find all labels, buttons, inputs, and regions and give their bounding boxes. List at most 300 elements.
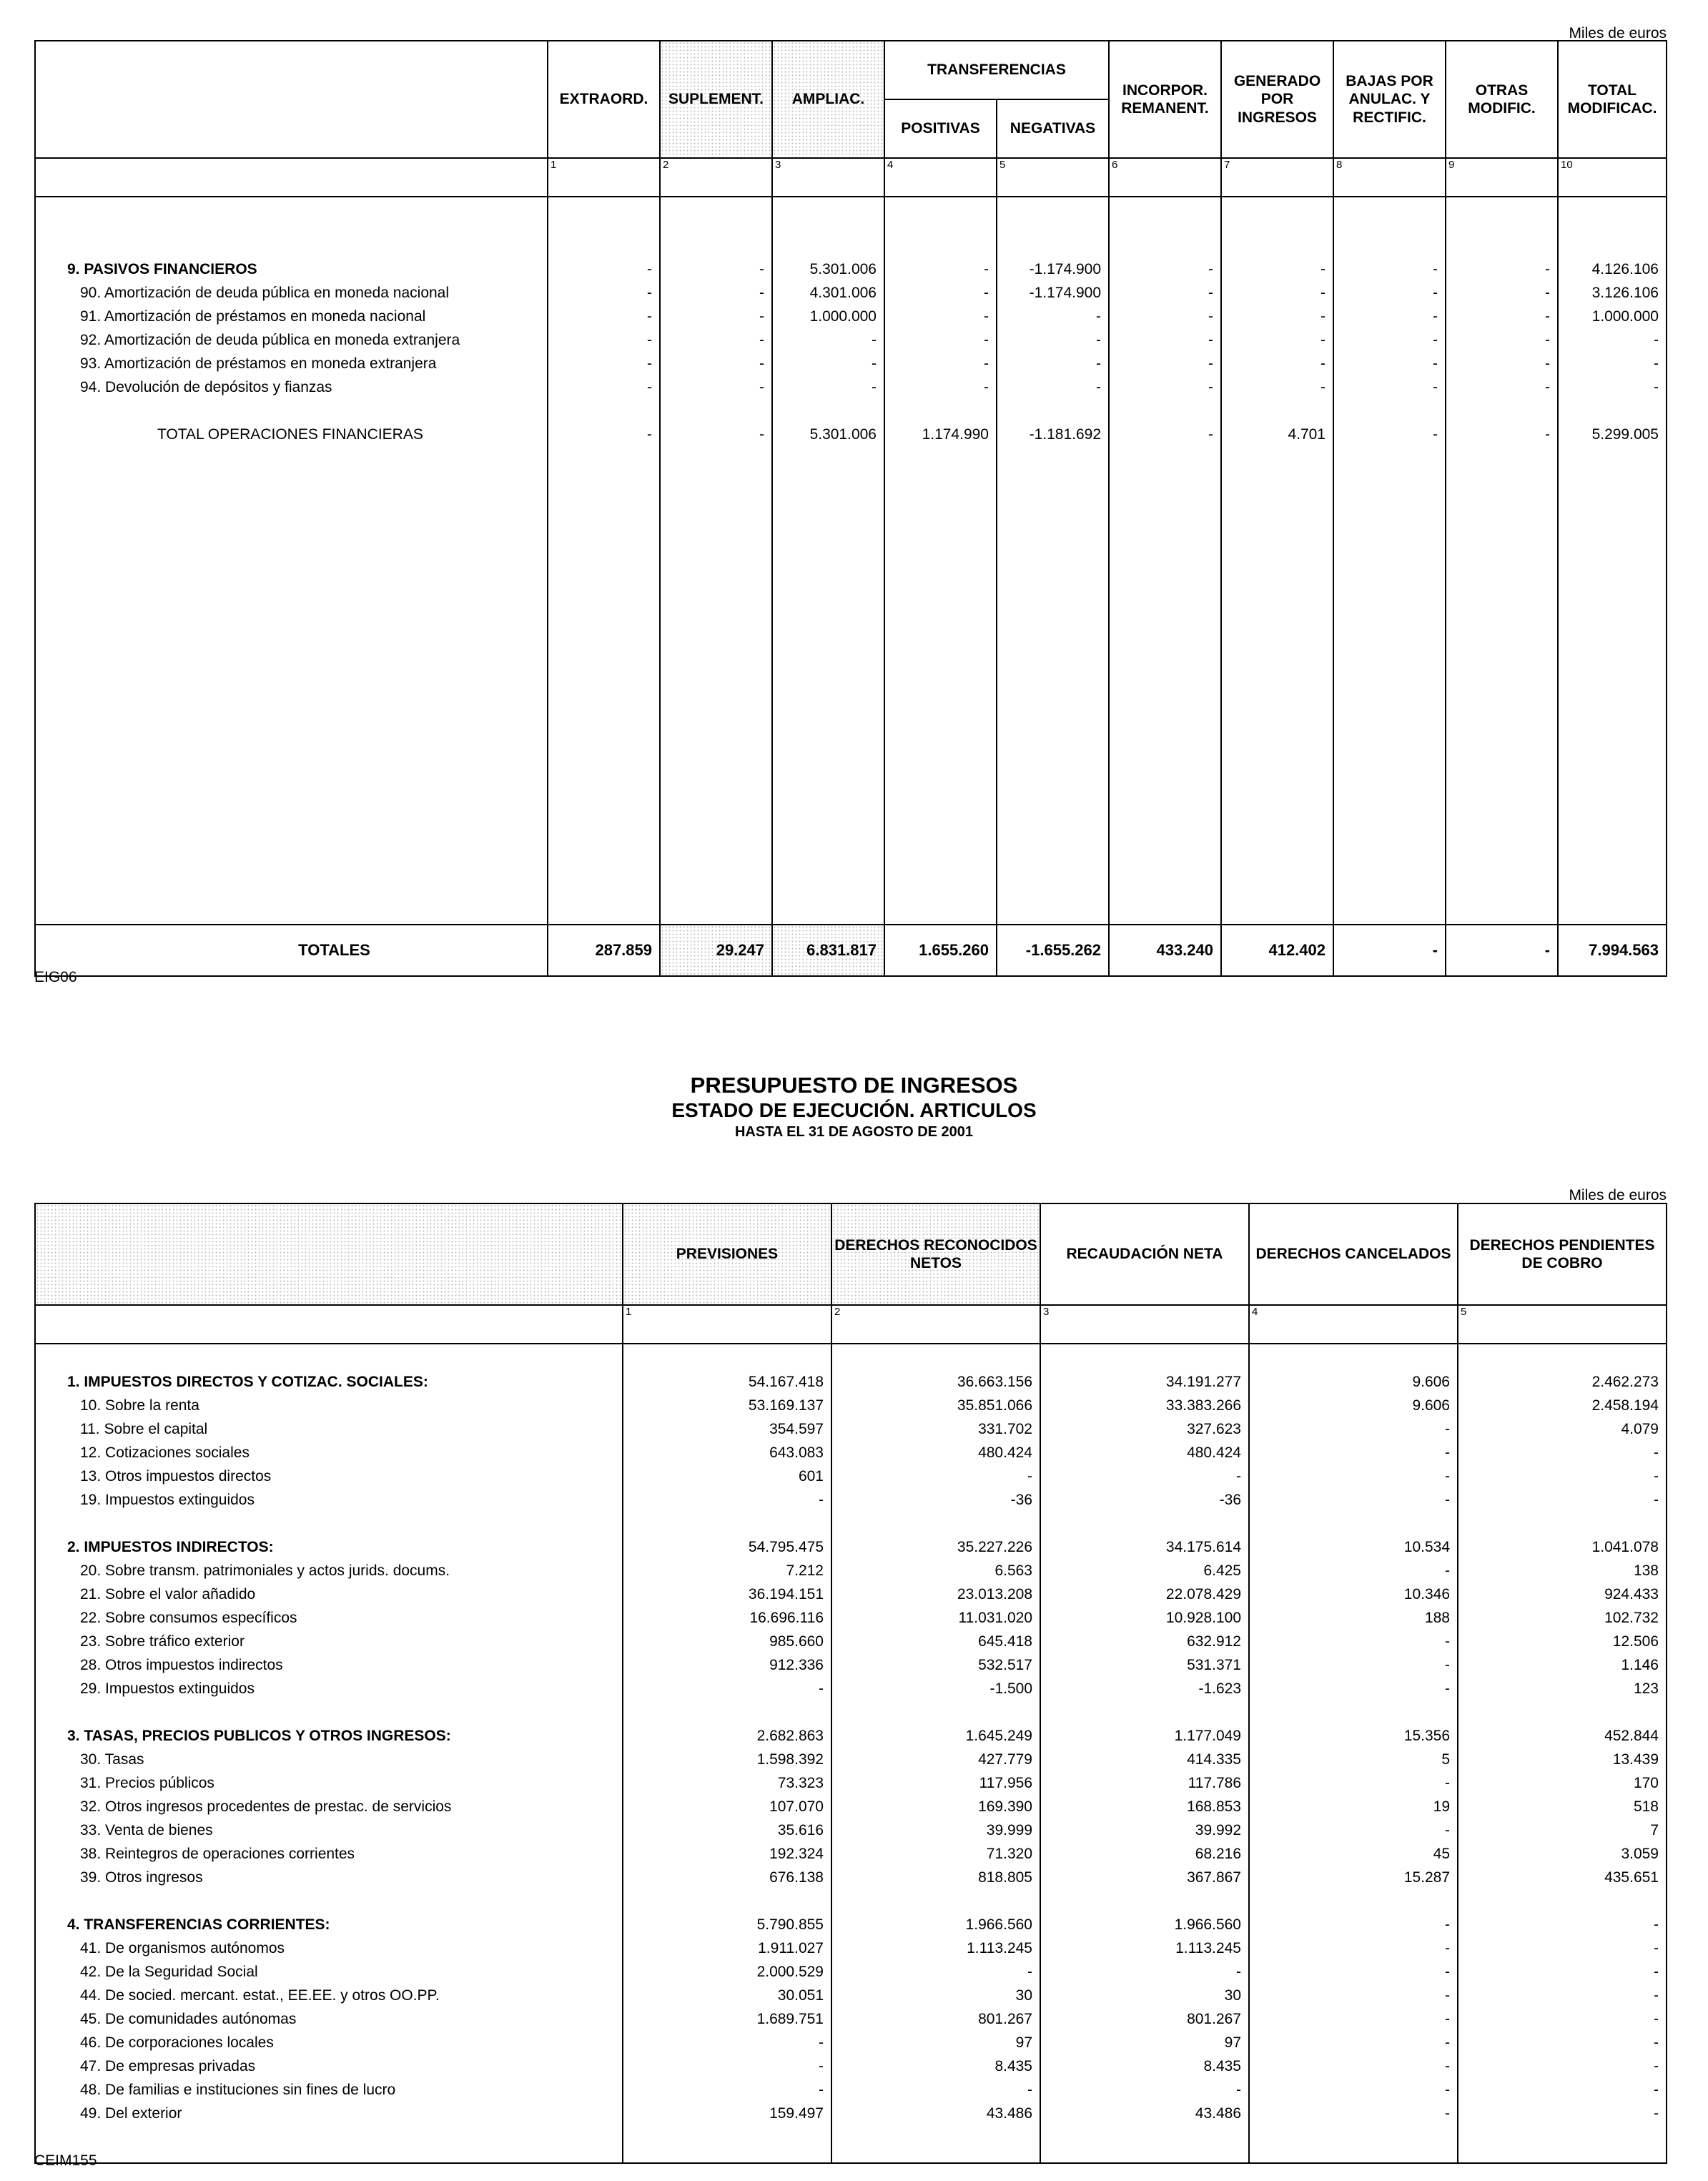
cell-value: 4.701 bbox=[1288, 426, 1326, 443]
spacer bbox=[773, 399, 877, 423]
cell-value: - bbox=[1445, 2082, 1450, 2098]
spacer bbox=[36, 399, 547, 423]
total-value: 412.402 bbox=[1221, 925, 1333, 976]
cell-value: - bbox=[1445, 1964, 1450, 1980]
cell-value: 102.732 bbox=[1604, 1610, 1659, 1626]
cell-value: 2.682.863 bbox=[756, 1728, 824, 1744]
row-label: 44. De socied. mercant. estat., EE.EE. y otros OO.PP. bbox=[80, 1987, 440, 2004]
cell-value: 2.462.273 bbox=[1591, 1374, 1659, 1390]
colnum: 3 bbox=[1040, 1305, 1249, 1344]
row-label: 21. Sobre el valor añadido bbox=[80, 1586, 256, 1602]
cell-value: 1.000.000 bbox=[1591, 308, 1659, 325]
row-label: 31. Precios públicos bbox=[80, 1775, 214, 1791]
cell-value: - bbox=[1096, 308, 1101, 325]
row-label: 90. Amortización de deuda pública en moneda nacional bbox=[80, 285, 450, 301]
cell-value: 414.335 bbox=[1187, 1751, 1241, 1768]
cell-value: - bbox=[1321, 261, 1326, 277]
row-label: 49. Del exterior bbox=[80, 2105, 182, 2122]
colnum: 1 bbox=[623, 1305, 831, 1344]
cell-value: 327.623 bbox=[1187, 1421, 1241, 1437]
cell-value: 123 bbox=[1633, 1680, 1659, 1697]
cell-value: - bbox=[759, 355, 764, 372]
cell-value: - bbox=[872, 332, 877, 348]
header-bajas: BAJAS POR ANULAC. Y RECTIFIC. bbox=[1333, 41, 1446, 158]
total-value: 433.240 bbox=[1109, 925, 1221, 976]
cell-value: - bbox=[1654, 2105, 1659, 2122]
cell-value: 1.041.078 bbox=[1591, 1539, 1659, 1555]
row-label: 9. PASIVOS FINANCIEROS bbox=[67, 261, 257, 277]
cell-value: 16.696.116 bbox=[749, 1610, 824, 1626]
cell-value: 10.346 bbox=[1403, 1586, 1450, 1602]
cell-value: 7.212 bbox=[786, 1562, 824, 1579]
cell-value: 23.013.208 bbox=[957, 1586, 1032, 1602]
cell-value: 818.805 bbox=[978, 1869, 1032, 1886]
units-label-bottom: Miles de euros bbox=[1569, 1187, 1667, 1203]
report-subtitle: ESTADO DE EJECUCIÓN. ARTICULOS bbox=[671, 1099, 1037, 1121]
cell-value: - bbox=[1445, 2105, 1450, 2122]
report-title: PRESUPUESTO DE INGRESOS bbox=[690, 1073, 1018, 1098]
values-column bbox=[1109, 197, 1221, 925]
colnum: 6 bbox=[1109, 158, 1221, 197]
cell-value: - bbox=[1654, 1468, 1659, 1485]
cell-value: - bbox=[1654, 1987, 1659, 2004]
cell-value: - bbox=[1321, 285, 1326, 301]
cell-value: 676.138 bbox=[769, 1869, 824, 1886]
spacer bbox=[36, 1512, 622, 1535]
cell-value: 35.227.226 bbox=[957, 1539, 1032, 1555]
cell-value: -1.500 bbox=[989, 1680, 1032, 1697]
cell-value: - bbox=[1433, 285, 1438, 301]
spacer bbox=[1250, 1700, 1450, 1724]
page-code-bottom: CEIM155 bbox=[34, 2152, 97, 2169]
cell-value: -1.623 bbox=[1198, 1680, 1241, 1697]
cell-value: - bbox=[1321, 332, 1326, 348]
cell-value: - bbox=[1433, 308, 1438, 325]
colnum: 1 bbox=[548, 158, 660, 197]
cell-value: 4.301.006 bbox=[809, 285, 877, 301]
cell-value: 10.534 bbox=[1403, 1539, 1450, 1555]
cell-value: - bbox=[1545, 308, 1550, 325]
cell-value: - bbox=[984, 379, 989, 395]
spacer bbox=[1334, 399, 1438, 423]
cell-value: 5 bbox=[1441, 1751, 1450, 1768]
cell-value: - bbox=[984, 308, 989, 325]
header-blank bbox=[35, 41, 548, 158]
cell-value: 39.999 bbox=[986, 1822, 1032, 1838]
cell-value: - bbox=[984, 261, 989, 277]
cell-value: 1.000.000 bbox=[809, 308, 877, 325]
cell-value: 1.177.049 bbox=[1174, 1728, 1241, 1744]
spacer bbox=[661, 399, 764, 423]
colnum: 5 bbox=[1458, 1305, 1667, 1344]
cell-value: - bbox=[1654, 332, 1659, 348]
colnum: 4 bbox=[884, 158, 997, 197]
values-column bbox=[1446, 197, 1558, 925]
spacer bbox=[1041, 1700, 1241, 1724]
cell-value: -36 bbox=[1219, 1492, 1241, 1508]
cell-value: 4.079 bbox=[1621, 1421, 1659, 1437]
cell-value: 73.323 bbox=[777, 1775, 824, 1791]
cell-value: - bbox=[1445, 1987, 1450, 2004]
total-value: 287.859 bbox=[548, 925, 660, 976]
cell-value: - bbox=[1654, 1964, 1659, 1980]
row-label: 46. De corporaciones locales bbox=[80, 2034, 274, 2051]
values-column bbox=[1558, 197, 1667, 925]
spacer bbox=[1250, 1512, 1450, 1535]
total-value: - bbox=[1333, 925, 1446, 976]
cell-value: - bbox=[1433, 332, 1438, 348]
row-label: 32. Otros ingresos procedentes de prestac. de servicios bbox=[80, 1798, 452, 1815]
cell-value: - bbox=[1445, 1633, 1450, 1650]
cell-value: - bbox=[1433, 355, 1438, 372]
cell-value: 97 bbox=[1224, 2034, 1241, 2051]
spacer bbox=[1041, 1889, 1241, 1913]
cell-value: 6.425 bbox=[1203, 1562, 1241, 1579]
cell-value: - bbox=[647, 261, 652, 277]
units-label-top: Miles de euros bbox=[1569, 25, 1667, 41]
cell-value: - bbox=[1208, 285, 1213, 301]
cell-value: 2.000.529 bbox=[756, 1964, 824, 1980]
cell-value: - bbox=[819, 2034, 824, 2051]
cell-value: 427.779 bbox=[978, 1751, 1032, 1768]
row-labels bbox=[35, 197, 548, 925]
cell-value: 68.216 bbox=[1195, 1846, 1241, 1862]
cell-value: 117.786 bbox=[1188, 1775, 1241, 1791]
cell-value: 601 bbox=[798, 1468, 824, 1485]
header-incorpor: INCORPOR. REMANENT. bbox=[1109, 41, 1221, 158]
colnum: 9 bbox=[1446, 158, 1558, 197]
cell-value: - bbox=[1654, 2058, 1659, 2074]
cell-value: - bbox=[819, 2058, 824, 2074]
cell-value: - bbox=[1654, 1940, 1659, 1956]
cell-value: -36 bbox=[1010, 1492, 1032, 1508]
values-column bbox=[772, 197, 884, 925]
header-generado: GENERADO POR INGRESOS bbox=[1221, 41, 1333, 158]
colnum-blank bbox=[35, 1305, 623, 1344]
values-column bbox=[884, 197, 997, 925]
cell-value: - bbox=[984, 355, 989, 372]
cell-value: - bbox=[1433, 426, 1438, 443]
cell-value: 30 bbox=[1015, 1987, 1032, 2004]
cell-value: - bbox=[1445, 1562, 1450, 1579]
spacer bbox=[623, 1512, 824, 1535]
cell-value: 9.606 bbox=[1412, 1374, 1450, 1390]
cell-value: 11.031.020 bbox=[958, 1610, 1032, 1626]
cell-value: 35.851.066 bbox=[957, 1397, 1032, 1414]
cell-value: 1.689.751 bbox=[756, 2011, 824, 2027]
spacer bbox=[832, 1889, 1032, 1913]
cell-value: - bbox=[872, 379, 877, 395]
row-label: 38. Reintegros de operaciones corrientes bbox=[80, 1846, 355, 1862]
cell-value: 532.517 bbox=[978, 1657, 1032, 1673]
cell-value: 170 bbox=[1633, 1775, 1659, 1791]
row-label: TOTAL OPERACIONES FINANCIERAS bbox=[157, 426, 423, 443]
total-value: -1.655.262 bbox=[997, 925, 1109, 976]
header-previsiones: PREVISIONES bbox=[623, 1203, 831, 1305]
header-transferencias: TRANSFERENCIAS bbox=[884, 41, 1109, 99]
row-label: 47. De empresas privadas bbox=[80, 2058, 256, 2074]
row-label: 48. De familias e instituciones sin fines de lucro bbox=[80, 2082, 396, 2098]
row-label: 41. De organismos autónomos bbox=[80, 1940, 285, 1956]
cell-value: 168.853 bbox=[1187, 1798, 1241, 1815]
cell-value: 19 bbox=[1433, 1798, 1450, 1815]
cell-value: 10.928.100 bbox=[1165, 1610, 1241, 1626]
cell-value: - bbox=[1654, 1916, 1659, 1933]
cell-value: - bbox=[1236, 1964, 1241, 1980]
report-date: HASTA EL 31 DE AGOSTO DE 2001 bbox=[734, 1124, 974, 1140]
cell-value: 367.867 bbox=[1187, 1869, 1241, 1886]
cell-value: - bbox=[1236, 1468, 1241, 1485]
cell-value: - bbox=[984, 285, 989, 301]
cell-value: - bbox=[1654, 2011, 1659, 2027]
cell-value: 34.191.277 bbox=[1165, 1374, 1241, 1390]
cell-value: 4.126.106 bbox=[1591, 261, 1659, 277]
cell-value: 1.174.990 bbox=[922, 426, 989, 443]
cell-value: 801.267 bbox=[978, 2011, 1032, 2027]
spacer bbox=[832, 1700, 1032, 1724]
row-label: 2. IMPUESTOS INDIRECTOS: bbox=[67, 1539, 274, 1555]
cell-value: - bbox=[1096, 355, 1101, 372]
row-label: 23. Sobre tráfico exterior bbox=[80, 1633, 245, 1650]
cell-value: 801.267 bbox=[1187, 2011, 1241, 2027]
values-column bbox=[660, 197, 772, 925]
cell-value: -1.181.692 bbox=[1029, 426, 1101, 443]
header-otras: OTRAS MODIFIC. bbox=[1446, 41, 1558, 158]
spacer bbox=[1458, 1700, 1659, 1724]
cell-value: - bbox=[1236, 2082, 1241, 2098]
row-label: 19. Impuestos extinguidos bbox=[80, 1492, 255, 1508]
cell-value: 1.113.245 bbox=[1175, 1940, 1241, 1956]
values-column bbox=[1249, 1344, 1458, 2163]
cell-value: - bbox=[1445, 1492, 1450, 1508]
cell-value: 138 bbox=[1633, 1562, 1659, 1579]
row-label: 13. Otros impuestos directos bbox=[80, 1468, 272, 1485]
cell-value: 2.458.194 bbox=[1591, 1397, 1659, 1414]
cell-value: - bbox=[759, 261, 764, 277]
cell-value: 43.486 bbox=[1195, 2105, 1241, 2122]
cell-value: - bbox=[647, 332, 652, 348]
cell-value: - bbox=[819, 2082, 824, 2098]
header-total: TOTAL MODIFICAC. bbox=[1558, 41, 1667, 158]
colnum: 7 bbox=[1221, 158, 1333, 197]
header-suplement: SUPLEMENT. bbox=[660, 41, 772, 158]
cell-value: - bbox=[759, 308, 764, 325]
row-label: 22. Sobre consumos específicos bbox=[80, 1610, 297, 1626]
colnum: 4 bbox=[1249, 1305, 1458, 1344]
spacer bbox=[832, 1512, 1032, 1535]
cell-value: - bbox=[1445, 2011, 1450, 2027]
row-label: 1. IMPUESTOS DIRECTOS Y COTIZAC. SOCIALES: bbox=[67, 1374, 428, 1390]
cell-value: 3.126.106 bbox=[1591, 285, 1659, 301]
cell-value: 1.598.392 bbox=[756, 1751, 824, 1768]
cell-value: 531.371 bbox=[1187, 1657, 1241, 1673]
cell-value: - bbox=[1545, 285, 1550, 301]
cell-value: 5.301.006 bbox=[809, 261, 877, 277]
spacer bbox=[1458, 1512, 1659, 1535]
cell-value: 480.424 bbox=[1187, 1444, 1241, 1461]
colnum-blank bbox=[35, 158, 548, 197]
spacer bbox=[36, 1889, 622, 1913]
cell-value: 1.146 bbox=[1621, 1657, 1659, 1673]
cell-value: 39.992 bbox=[1195, 1822, 1241, 1838]
spacer bbox=[1446, 399, 1550, 423]
cell-value: 5.301.006 bbox=[809, 426, 877, 443]
cell-value: 518 bbox=[1633, 1798, 1659, 1815]
cell-value: - bbox=[1321, 355, 1326, 372]
cell-value: 30.051 bbox=[777, 1987, 824, 2004]
spacer bbox=[997, 399, 1101, 423]
spacer bbox=[1458, 1889, 1659, 1913]
cell-value: 985.660 bbox=[769, 1633, 824, 1650]
cell-value: - bbox=[1445, 1916, 1450, 1933]
cell-value: - bbox=[1445, 1444, 1450, 1461]
cell-value: - bbox=[1321, 308, 1326, 325]
cell-value: - bbox=[647, 308, 652, 325]
cell-value: - bbox=[1096, 379, 1101, 395]
row-label: 29. Impuestos extinguidos bbox=[80, 1680, 255, 1697]
header-recaudacion: RECAUDACIÓN NETA bbox=[1040, 1203, 1249, 1305]
cell-value: - bbox=[647, 426, 652, 443]
row-label: 45. De comunidades autónomas bbox=[80, 2011, 297, 2027]
cell-value: 117.956 bbox=[979, 1775, 1032, 1791]
total-value: 1.655.260 bbox=[884, 925, 997, 976]
cell-value: - bbox=[1208, 261, 1213, 277]
cell-value: - bbox=[1208, 332, 1213, 348]
cell-value: 480.424 bbox=[978, 1444, 1032, 1461]
cell-value: - bbox=[872, 355, 877, 372]
cell-value: 34.175.614 bbox=[1165, 1539, 1241, 1555]
cell-value: - bbox=[1027, 1468, 1032, 1485]
cell-value: - bbox=[1445, 1421, 1450, 1437]
spacer bbox=[1559, 399, 1659, 423]
cell-value: 192.324 bbox=[769, 1846, 824, 1862]
header-derechos-reconocidos: DERECHOS RECONOCIDOS NETOS bbox=[831, 1203, 1040, 1305]
cell-value: - bbox=[759, 332, 764, 348]
cell-value: - bbox=[1545, 379, 1550, 395]
cell-value: 188 bbox=[1424, 1610, 1450, 1626]
cell-value: 36.663.156 bbox=[957, 1374, 1032, 1390]
colnum: 8 bbox=[1333, 158, 1446, 197]
spacer bbox=[885, 399, 989, 423]
cell-value: 331.702 bbox=[978, 1421, 1032, 1437]
header-blank bbox=[35, 1203, 623, 1305]
cell-value: 97 bbox=[1015, 2034, 1032, 2051]
cell-value: - bbox=[759, 379, 764, 395]
cell-value: - bbox=[647, 285, 652, 301]
cell-value: 169.390 bbox=[978, 1798, 1032, 1815]
spacer bbox=[36, 1700, 622, 1724]
cell-value: - bbox=[819, 1680, 824, 1697]
cell-value: - bbox=[1654, 2034, 1659, 2051]
values-column bbox=[997, 197, 1109, 925]
row-label: 3. TASAS, PRECIOS PUBLICOS Y OTROS INGRESOS: bbox=[67, 1728, 451, 1744]
row-label: 94. Devolución de depósitos y fianzas bbox=[80, 379, 332, 395]
cell-value: - bbox=[1654, 2082, 1659, 2098]
colnum: 2 bbox=[831, 1305, 1040, 1344]
cell-value: 1.645.249 bbox=[965, 1728, 1032, 1744]
cell-value: - bbox=[984, 332, 989, 348]
cell-value: 3.059 bbox=[1621, 1846, 1659, 1862]
cell-value: - bbox=[1654, 1492, 1659, 1508]
cell-value: - bbox=[1445, 1940, 1450, 1956]
cell-value: - bbox=[1545, 261, 1550, 277]
row-label: 42. De la Seguridad Social bbox=[80, 1964, 258, 1980]
row-label: 39. Otros ingresos bbox=[80, 1869, 203, 1886]
row-label: 20. Sobre transm. patrimoniales y actos jurids. docums. bbox=[80, 1562, 450, 1579]
row-label: 4. TRANSFERENCIAS CORRIENTES: bbox=[67, 1916, 330, 1933]
cell-value: 435.651 bbox=[1604, 1869, 1659, 1886]
cell-value: - bbox=[759, 426, 764, 443]
colnum: 10 bbox=[1558, 158, 1667, 197]
spacer bbox=[548, 399, 652, 423]
cell-value: - bbox=[647, 355, 652, 372]
cell-value: - bbox=[1027, 2082, 1032, 2098]
values-column bbox=[548, 197, 660, 925]
cell-value: 71.320 bbox=[986, 1846, 1032, 1862]
colnum: 2 bbox=[660, 158, 772, 197]
cell-value: 8.435 bbox=[1203, 2058, 1241, 2074]
cell-value: 7 bbox=[1650, 1822, 1659, 1838]
cell-value: 107.070 bbox=[769, 1798, 824, 1815]
row-label: 10. Sobre la renta bbox=[80, 1397, 199, 1414]
cell-value: - bbox=[1445, 1657, 1450, 1673]
row-labels bbox=[35, 1344, 623, 2163]
row-label: 12. Cotizaciones sociales bbox=[80, 1444, 250, 1461]
values-column bbox=[831, 1344, 1040, 2163]
header-derechos-cancelados: DERECHOS CANCELADOS bbox=[1249, 1203, 1458, 1305]
values-column bbox=[1221, 197, 1333, 925]
total-value: 7.994.563 bbox=[1558, 925, 1667, 976]
header-negativas: NEGATIVAS bbox=[997, 99, 1109, 158]
cell-value: 45 bbox=[1433, 1846, 1450, 1862]
cell-value: - bbox=[759, 285, 764, 301]
cell-value: 354.597 bbox=[769, 1421, 824, 1437]
spacer bbox=[623, 1889, 824, 1913]
cell-value: - bbox=[1654, 1444, 1659, 1461]
income-execution-table bbox=[34, 1203, 1667, 2164]
cell-value: 36.194.151 bbox=[748, 1586, 824, 1602]
cell-value: 15.287 bbox=[1403, 1869, 1450, 1886]
cell-value: 5.299.005 bbox=[1591, 426, 1659, 443]
values-column bbox=[623, 1344, 831, 2163]
header-positivas: POSITIVAS bbox=[884, 99, 997, 158]
row-label: 91. Amortización de préstamos en moneda nacional bbox=[80, 308, 426, 325]
cell-value: 9.606 bbox=[1412, 1397, 1450, 1414]
spacer bbox=[1222, 399, 1326, 423]
cell-value: 35.616 bbox=[777, 1822, 824, 1838]
cell-value: - bbox=[1445, 2058, 1450, 2074]
cell-value: - bbox=[647, 379, 652, 395]
cell-value: 13.439 bbox=[1612, 1751, 1659, 1768]
cell-value: 643.083 bbox=[769, 1444, 824, 1461]
cell-value: 43.486 bbox=[986, 2105, 1032, 2122]
cell-value: 30 bbox=[1224, 1987, 1241, 2004]
header-extraord: EXTRAORD. bbox=[548, 41, 660, 158]
values-column bbox=[1458, 1344, 1667, 2163]
cell-value: 912.336 bbox=[769, 1657, 824, 1673]
spacer bbox=[1110, 399, 1213, 423]
spacer bbox=[1041, 1512, 1241, 1535]
cell-value: - bbox=[819, 1492, 824, 1508]
cell-value: - bbox=[1321, 379, 1326, 395]
cell-value: 452.844 bbox=[1604, 1728, 1659, 1744]
row-label: 33. Venta de bienes bbox=[80, 1822, 213, 1838]
total-value: 6.831.817 bbox=[772, 925, 884, 976]
cell-value: 53.169.137 bbox=[748, 1397, 824, 1414]
cell-value: 6.563 bbox=[994, 1562, 1032, 1579]
row-label: 92. Amortización de deuda pública en moneda extranjera bbox=[80, 332, 460, 348]
cell-value: 1.113.245 bbox=[967, 1940, 1032, 1956]
